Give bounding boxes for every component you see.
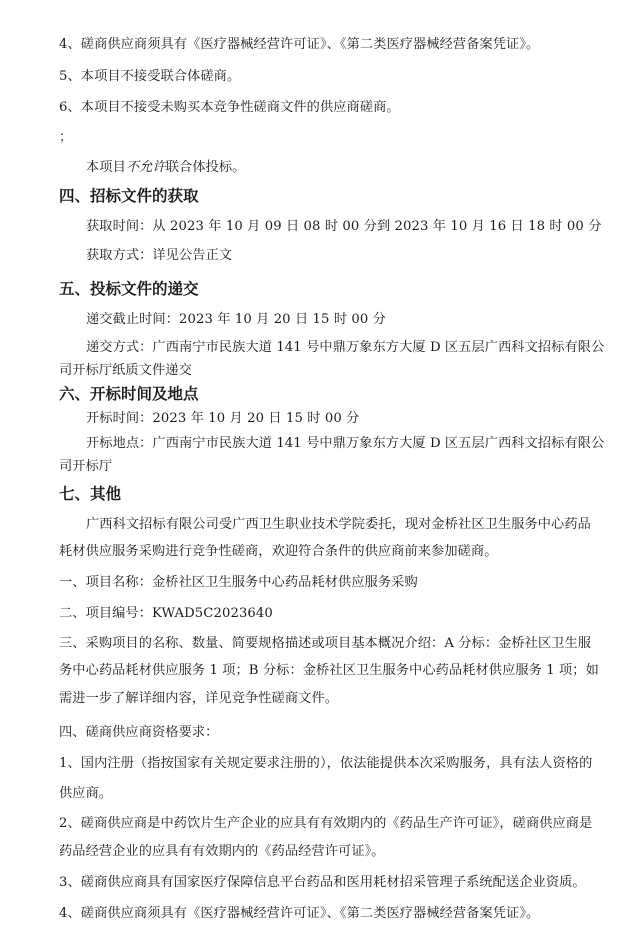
qualification-1-line1: 1、国内注册（指按国家有关规定要求注册的），依法能提供本次采购服务，具有法人资格的 xyxy=(59,756,593,771)
qualification-4-text-top: 4、磋商供应商须具有《医疗器械经营许可证》、《第二类医疗器械经营备案凭证》。 xyxy=(59,37,540,52)
submit-method-line1: 递交方式：广西南宁市民族大道 141 号中鼎万象东方大厦 D 区五层广西科文招标有限公 xyxy=(86,340,605,355)
qualification-2-line2: 药品经营企业的应具有有效期内的《药品经营许可证》。 xyxy=(59,844,385,859)
acquire-time: 获取时间：从 2023 年 10 月 09 日 08 时 00 分到 2023 年 10 月 16 日 18 时 00 分 xyxy=(86,219,602,234)
section-7-heading: 七、其他 xyxy=(59,485,122,503)
opening-place-line2: 司开标厅 xyxy=(59,459,113,474)
project-overview-line2: 务中心药品耗材供应服务 1 项；B 分标：金桥社区卫生服务中心药品耗材供应服务 1 项；如 xyxy=(59,663,599,678)
qualification-1-line2: 供应商。 xyxy=(59,786,113,801)
qualification-2-line1: 2、磋商供应商是中药饮片生产企业的应具有有效期内的《药品生产许可证》，磋商供应商是 xyxy=(59,816,593,831)
must-purchase-text: 6、本项目不接受未购买本竞争性磋商文件的供应商磋商。 xyxy=(59,100,400,115)
section-6-heading: 六、开标时间及地点 xyxy=(59,385,199,403)
qualification-3: 3、磋商供应商具有国家医疗保障信息平台药品和医用耗材招采管理子系统配送企业资质。 xyxy=(59,875,586,890)
acquire-method: 获取方式：详见公告正文 xyxy=(86,248,233,263)
consortium-note-italic: 不允许 xyxy=(125,160,166,175)
project-name: 一、项目名称：金桥社区卫生服务中心药品耗材供应服务采购 xyxy=(59,575,418,590)
qualification-4: 4、磋商供应商须具有《医疗器械经营许可证》、《第二类医疗器械经营备案凭证》。 xyxy=(59,906,540,921)
consortium-note-post: 联合体投标。 xyxy=(165,160,246,175)
section-4-heading: 四、招标文件的获取 xyxy=(59,187,199,205)
opening-place-line1: 开标地点：广西南宁市民族大道 141 号中鼎万象东方大厦 D 区五层广西科文招标有限公 xyxy=(86,436,605,451)
opening-time: 开标时间：2023 年 10 月 20 日 15 时 00 分 xyxy=(86,411,360,426)
project-overview-line3: 需进一步了解详细内容，详见竞争性磋商文件。 xyxy=(59,691,339,706)
intro-line1: 广西科文招标有限公司受广西卫生职业技术学院委托，现对金桥社区卫生服务中心药品 xyxy=(86,517,591,532)
stray-semicolon: ； xyxy=(59,130,73,145)
project-number: 二、项目编号：KWAD5C2023640 xyxy=(59,606,273,621)
consortium-note xyxy=(86,159,245,177)
qualification-heading: 四、磋商供应商资格要求： xyxy=(59,725,219,740)
no-consortium-text: 5、本项目不接受联合体磋商。 xyxy=(59,69,241,84)
project-overview-line1: 三、采购项目的名称、数量、简要规格描述或项目基本概况介绍：A 分标：金桥社区卫生服 xyxy=(59,636,592,651)
consortium-note-pre: 本项目 xyxy=(86,160,126,175)
submit-method-line2: 司开标厅纸质文件递交 xyxy=(59,363,192,378)
section-5-heading: 五、投标文件的递交 xyxy=(59,280,199,298)
intro-line2: 耗材供应服务采购进行竞争性磋商，欢迎符合条件的供应商前来参加磋商。 xyxy=(59,544,498,559)
submit-deadline: 递交截止时间：2023 年 10 月 20 日 15 时 00 分 xyxy=(86,312,386,327)
